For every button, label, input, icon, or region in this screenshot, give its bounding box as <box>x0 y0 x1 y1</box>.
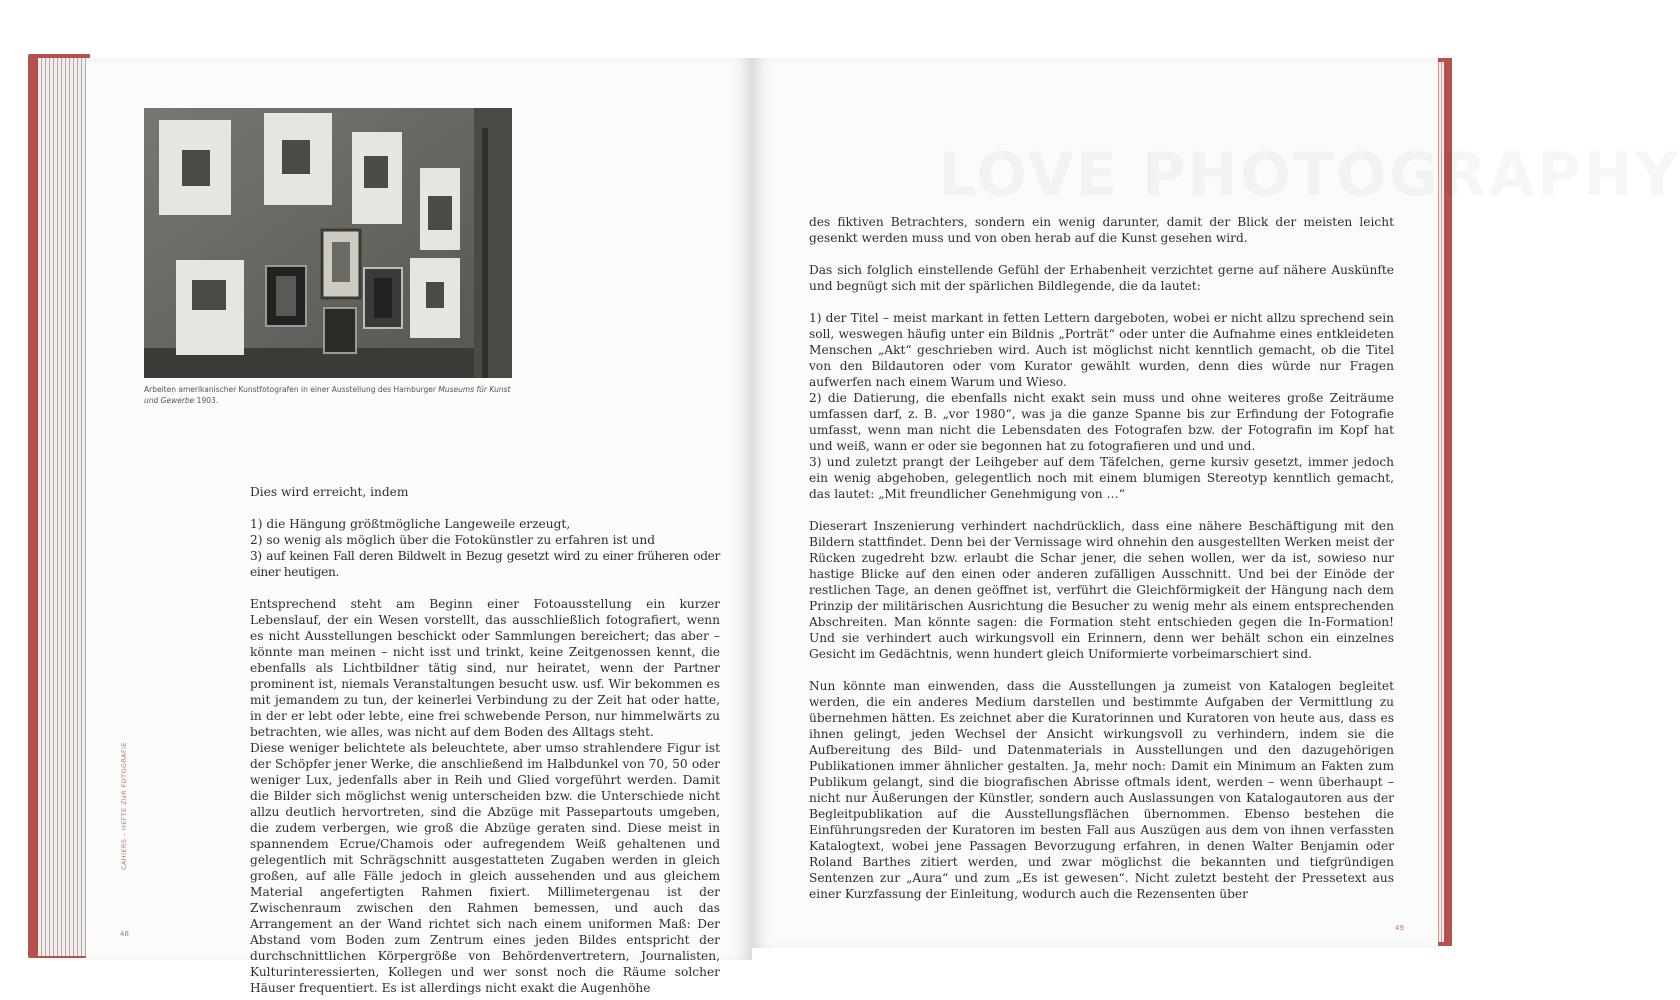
right-page <box>752 58 1438 948</box>
left-page <box>86 58 752 995</box>
left-page-edges <box>38 58 86 956</box>
legend-item-lender: 3) und zuletzt prangt der Leihgeber auf dem Täfelchen, gerne kursiv gesetzt, immer jedoch ein wenig abgehoben, gelegentlich noch mit einem blumigen Stereotyp kenntlich gemacht, das lautet: „Mit freundlicher Genehmigung von …“ <box>809 455 1394 501</box>
running-head: CAHIERS – HEFTE ZUR FOTOGRAFIE <box>120 742 128 870</box>
caption-year: 1903. <box>194 396 219 405</box>
paragraph-hanging: Diese weniger belichtete als beleuchtete, aber umso strahlendere Figur ist der Schöpfer jener Werke, die anschließend im Halbdunkel von 70, 50 oder weniger Lux, jedenfalls aber in Reih und Glied vorgeführt werden. Damit die Bilder sich möglichst wenig unterscheiden bzw. die Unterschiede nicht allzu deutlich hervortreten, sind die Abzüge mit Passepartouts umgeben, die zudem verbergen, wie groß die Abzüge geraten sind. Diese meist in spannendem Ecrue/Chamois oder aufregendem Weiß gehaltenen und gelegentlich mit Schrägschnitt ausgestatteten Zugaben werden in gleich großen, auf alle Fälle jedoch in gleich aussehenden und aus gleichem Material angefertigten Rahmen fixiert. Millimetergenau ist der Zwischenraum zwischen den Rahmen bemessen, und auch das Arrangement an der Wand richtet sich nach einem uniformen Maß: Der Abstand vom Boden zum Zentrum eines jeden Bildes entspricht der durchschnittlichen Körpergröße von Behördenvertretern, Journalisten, Kulturinteressierten, Kollegen und wer sonst noch die Räume solcher Häuser frequentiert. Es ist allerdings nicht exakt die Augenhöhe <box>250 741 720 995</box>
exhibition-photo-drawing <box>144 108 512 378</box>
left-body-text <box>250 484 720 996</box>
exhibition-photo <box>144 108 512 378</box>
legend-item-title: 1) der Titel – meist markant in fetten Lettern dargeboten, wobei er nicht allzu sprechend sein soll, weswegen häufig unter ein Bildnis „Porträt“ oder unter die Aufnahme eines entkleideten Menschen „Akt“ geschrieben wird. Auch ist möglichst nicht kenntlich gemacht, ob die Titel von den Bildautoren oder vom Kurator gewählt wurden, denn dies würde nur Fragen aufwerfen nach einem Warum und Wieso. <box>809 311 1394 389</box>
list-item-2: 2) so wenig als möglich über die Fotokünstler zu erfahren ist und <box>250 533 656 547</box>
list-item-3: 3) auf keinen Fall deren Bildwelt in Bezug gesetzt wird zu einer früheren oder einer heutigen. <box>250 549 720 579</box>
caption-text: Arbeiten amerikanischer Kunstfotografen in einer Ausstellung des Hamburger <box>144 385 439 394</box>
paragraph-catalogues: Nun könnte man einwenden, dass die Ausstellungen ja zumeist von Katalogen begleitet werden, die ein anderes Medium darstellen und bestimmte Aufgaben der Vermittlung zu übernehmen hätten. Es zeichnet aber die Kuratorinnen und Kuratoren von heute aus, dass es ihnen gelingt, jeden Wechsel der Ansicht wirkungsvoll zu verhindern, indem sie die Aufbereitung des Bild- und Datenmaterials in Ausstellungen und den dazugehörigen Publikationen immer ähnlicher gestalten. Ja, mehr noch: Damit ein Minimum an Fakten zum Publikum gelangt, sind die biografischen Abrisse oftmals ident, werden – wenn überhaupt – nicht nur Äußerungen der Künstler, sondern auch Auslassungen von Katalogautoren aus der Begleitpublikation auf die Ausstellungsflächen übernommen. Ebenso bestehen die Einführungsreden der Kuratoren im besten Fall aus Auszügen aus dem von ihnen verfassten Katalogtext, wobei jene Passagen Bevorzugung erfahren, in denen Walter Benjamin oder Roland Barthes zitiert werden, und zwar möglichst die bekannten und tiefgründigen Sentenzen zur „Aura“ und zum „Es ist gewesen“. Nicht zuletzt besteht der Pressetext aus einer Kurzfassung der Einleitung, wodurch auch die Rezensenten über <box>809 679 1394 901</box>
list-item-1: 1) die Hängung größtmögliche Langeweile erzeugt, <box>250 517 571 531</box>
right-body-text <box>809 214 1394 902</box>
paragraph-continuation: des fiktiven Betrachters, sondern ein wenig darunter, damit der Blick der meisten leicht gesenkt werden muss und von oben herab auf die Kunst gesehen wird. <box>809 215 1394 245</box>
figure-caption <box>144 384 524 406</box>
paragraph-staging: Dieserart Inszenierung verhindert nachdrücklich, dass eine nähere Beschäftigung mit den Bildern stattfindet. Denn bei der Vernissage wird ohnehin den ausgestellten Werken meist der Rücken zugedreht bzw. erlaubt die Schar jener, die sehen wollen, wer da ist, sowieso nur hastige Blicke auf den einen oder anderen zufälligen Ausschnitt. Und bei der Einöde der restlichen Tage, an denen geöffnet ist, verführt die Gleichförmigkeit der Hängung nach dem Prinzip der militärischen Ausrichtung die Besucher zu wenig mehr als einem entsprechenden Abschreiten. Man könnte sagen: die Formation steht entschieden gegen die In-Formation! Und sie verhindert auch wirkungsvoll ein Erinnern, denn wer behält schon ein einzelnes Gesicht im Gedächtnis, wenn hundert gleich Uniformierte vorbeimarschiert sind. <box>809 519 1394 661</box>
page-number-right: 49 <box>1395 924 1404 932</box>
intro-line: Dies wird erreicht, indem <box>250 485 409 499</box>
paragraph-legend-intro: Das sich folglich einstellende Gefühl der Erhabenheit verzichtet gerne auf nähere Auskünfte und begnügt sich mit der spärlichen Bildlegende, die da lautet: <box>809 263 1394 293</box>
paragraph-biography: Entsprechend steht am Beginn einer Fotoausstellung ein kurzer Lebenslauf, der ein Wesen vorstellt, das ausschließlich fotografiert, wenn es nicht Ausstellungen beschickt oder Sammlungen bereichert; das aber – könnte man meinen – nicht isst und trinkt, keine Zeitgenossen kennt, die ebenfalls als Lichtbildner tätig sind, nur heiratet, wenn der Partner prominent ist, niemals Veranstaltungen besucht usw. usf. Wir bekommen es mit jemandem zu tun, der keinerlei Verbindung zu der Zeit hat oder hatte, in der er lebt oder lebte, eine frei schwebende Person, nur himmelwärts zu betrachten, wie alles, was nicht auf dem Boden des Alltags steht. <box>250 597 720 739</box>
legend-item-date: 2) die Datierung, die ebenfalls nicht exakt sein muss und ohne weiteres große Zeiträume umfassen darf, z. B. „vor 1980“, was ja die ganze Spanne bis zur Erfindung der Fotografie umfasst, wenn man nicht die Lebensdaten des Fotografen bzw. der Fotografin im Kopf hat und weiß, wann er oder sie begonnen hat zu fotografieren und und und. <box>809 391 1394 453</box>
page-number-left: 48 <box>120 930 129 938</box>
show-through-background <box>938 140 1680 210</box>
caption-museum-name: Museums für Kunst und Gewerbe <box>144 385 511 405</box>
